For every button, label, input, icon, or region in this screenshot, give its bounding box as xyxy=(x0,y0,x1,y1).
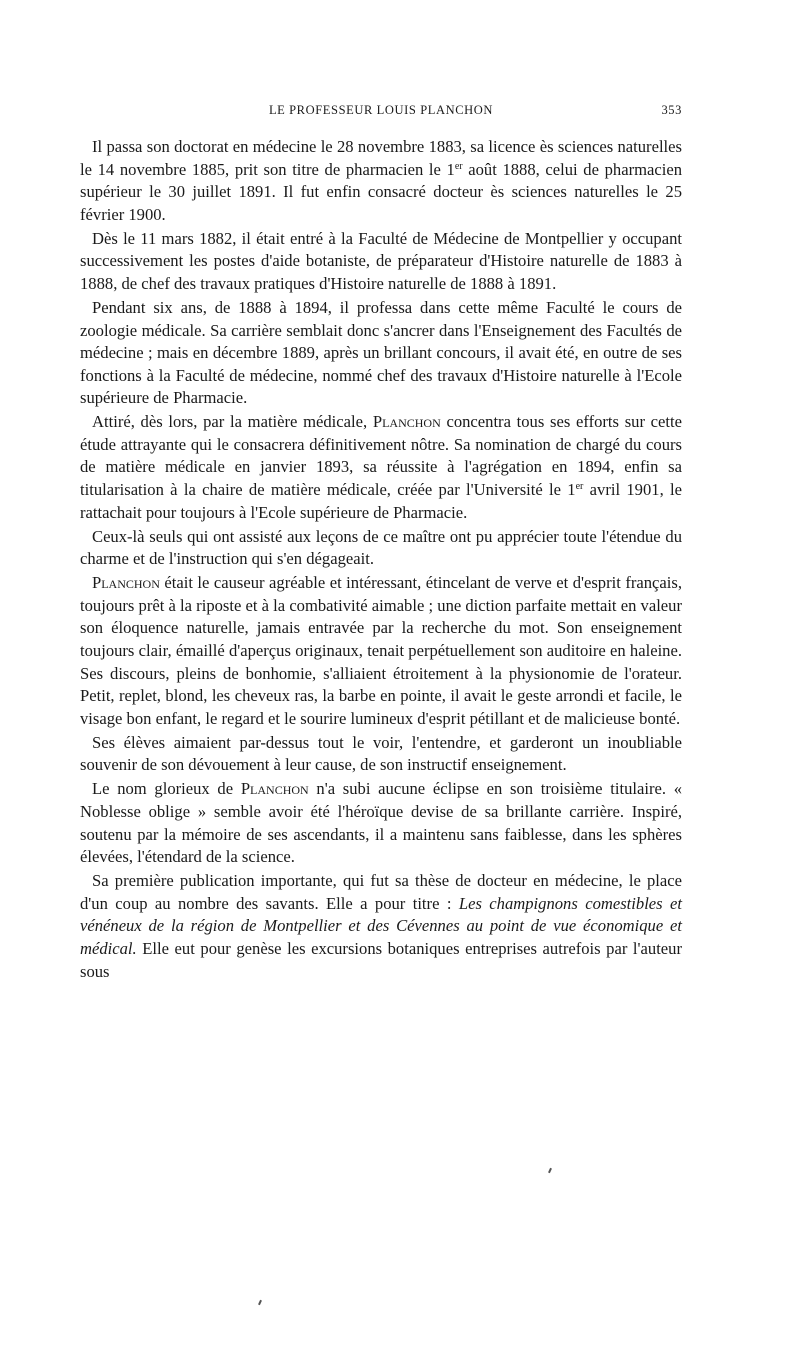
running-title: LE PROFESSEUR LOUIS PLANCHON xyxy=(268,103,494,117)
body-text xyxy=(80,136,682,984)
small-caps-name: Planchon xyxy=(372,412,441,432)
print-speck xyxy=(258,1300,262,1305)
superscript: er xyxy=(454,160,463,172)
text-segment: Dès le 11 mars 1882, il était entré à la Faculté de Médecine de Montpellier y occupant successivement les postes d'aide botaniste, de préparateur d'Histoire naturelle de 1883 à 1888, de chef des travaux pratiques d'Histoire naturelle de 1888 à 1891. xyxy=(80,228,682,293)
paragraph xyxy=(80,778,682,868)
italic-title: Les champignons comestibles et vénéneux de la région de Montpellier et des Cévennes au point de vue économique et médical. xyxy=(80,893,683,958)
text-segment: concentra tous ses efforts sur cette étude attrayante qui le consacrera définitivement nôtre. Sa nomination de chargé du cours de matière médicale en janvier 1893, sa réussite à l'agrégation en 1894, enfin sa titularisation à la chaire de matière médicale, créée par l'Université le 1 xyxy=(80,412,682,500)
print-speck xyxy=(548,1168,552,1173)
small-caps-name: Planchon xyxy=(240,779,309,799)
text-segment: avril 1901, le rattachait pour toujours à l'Ecole supérieure de Pharmacie. xyxy=(80,480,682,522)
small-caps-name: Planchon xyxy=(92,573,160,593)
text-segment: Sa première publication importante, qui fut sa thèse de docteur en médecine, le place d'un coup au nombre des savants. Elle a pour titre : xyxy=(80,871,682,913)
text-segment: Ceux-là seuls qui ont assisté aux leçons de ce maître ont pu apprécier toute l'étendue du charme et de l'instruction qui s'en dégageait. xyxy=(80,526,682,569)
superscript: er xyxy=(575,481,584,493)
paragraph xyxy=(80,572,682,730)
text-segment: n'a subi aucune éclipse en son troisième titulaire. « Noblesse oblige » semble avoir été l'héroïque devise de sa brillante carrière. Inspiré, soutenu par la mémoire de ses ascendants, il a maintenu sans faiblesse, dans les sphères élevées, l'étendard de la science. xyxy=(80,779,682,867)
text-segment: Attiré, dès lors, par la matière médicale, xyxy=(92,412,373,432)
paragraph xyxy=(80,411,682,524)
page-number: 353 xyxy=(661,103,682,117)
text-segment: était le causeur agréable et intéressant, étincelant de verve et d'esprit français, toujours prêt à la riposte et à la combativité aimable ; une diction parfaite mettait en valeur son éloquence naturelle, jamais entravée par la recherche du mot. Son enseignement toujours clair, émaillé d'aperçus originaux, tenait perpétuellement son auditoire en haleine. Ses discours, pleins de bonhomie, s'alliaient étroitement à la physionomie de l'orateur. Petit, replet, blond, les cheveux ras, la barbe en pointe, il avait le geste arrondi et facile, le visage bon enfant, le regard et le sourire lumineux d'esprit pétillant et de malicieuse bonté. xyxy=(80,573,682,728)
text-segment: Le nom glorieux de xyxy=(92,779,241,799)
text-segment: août 1888, celui de pharmacien supérieur le 30 juillet 1891. Il fut enfin consacré docteur ès sciences naturelles le 25 février 1900. xyxy=(80,159,683,224)
paragraph xyxy=(80,228,682,296)
paragraph xyxy=(80,870,682,983)
text-segment: Pendant six ans, de 1888 à 1894, il professa dans cette même Faculté le cours de zoologie médicale. Sa carrière semblait donc s'ancrer dans l'Enseignement des Facultés de médecine ; mais en décembre 1889, après un brillant concours, il avait été, en outre de ses fonctions à la Faculté de médecine, nommé chef des travaux d'Histoire naturelle à l'Ecole supérieure de Pharmacie. xyxy=(80,297,682,408)
text-segment: Ses élèves aimaient par-dessus tout le voir, l'entendre, et garderont un inoubliable souvenir de son dévouement à leur cause, de son instructif enseignement. xyxy=(80,732,682,775)
text-segment: Il passa son doctorat en médecine le 28 novembre 1883, sa licence ès sciences naturelles le 14 novembre 1885, prit son titre de pharmacien le 1 xyxy=(80,137,682,179)
paragraph xyxy=(80,526,682,571)
paragraph xyxy=(80,732,682,777)
paragraph xyxy=(80,297,682,410)
running-head xyxy=(80,103,682,123)
text-segment: Elle eut pour genèse les excursions botaniques entreprises autrefois par l'auteur sous xyxy=(80,938,682,981)
paragraph xyxy=(80,136,682,226)
